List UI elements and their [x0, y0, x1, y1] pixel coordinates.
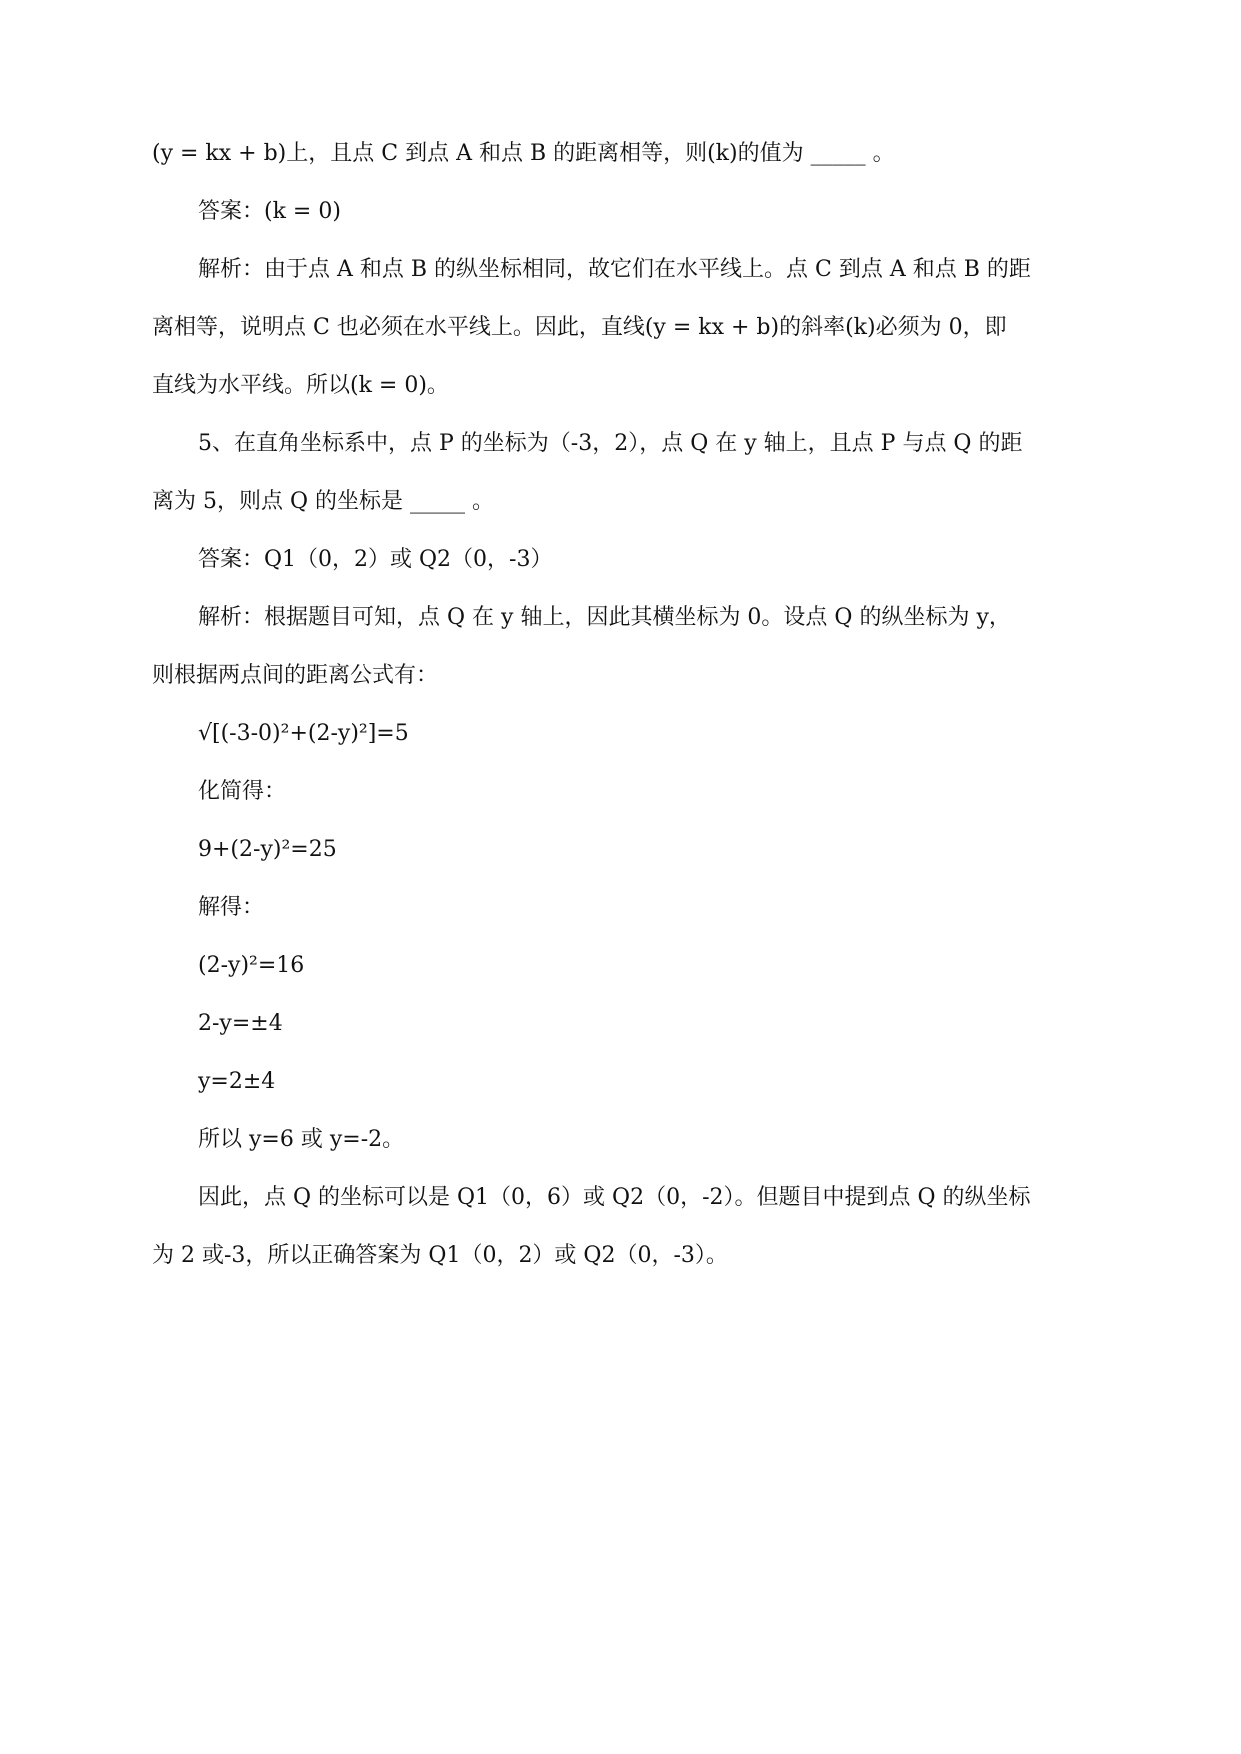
solution-values: 所以 y=6 或 y=-2。	[198, 1127, 405, 1152]
answer-5: 答案：Q1（0，2）或 Q2（0，-3）	[198, 547, 553, 572]
analysis-4-line-2: 离相等，说明点 C 也必须在水平线上。因此，直线(y = kx + b)的斜率(k)必须为 0，即	[152, 315, 1007, 340]
answer-4: 答案：(k = 0)	[198, 199, 341, 224]
question-4-text: (y = kx + b)上，且点 C 到点 A 和点 B 的距离相等，则(k)的值为 _____ 。	[152, 141, 895, 166]
step-simplify-label: 化简得：	[198, 779, 287, 804]
conclusion-line-1: 因此，点 Q 的坐标可以是 Q1（0，6）或 Q2（0，-2）。但题目中提到点 Q 的纵坐标	[198, 1185, 1031, 1210]
formula-step-1: (2-y)²=16	[198, 953, 305, 978]
formula-step-3: y=2±4	[198, 1069, 276, 1094]
analysis-4-line-3: 直线为水平线。所以(k = 0)。	[152, 373, 449, 398]
formula-distance: √[(-3-0)²+(2-y)²]=5	[198, 721, 409, 746]
question-5-line-1: 5、在直角坐标系中，点 P 的坐标为（-3，2），点 Q 在 y 轴上，且点 P 与点 Q 的距	[198, 431, 1023, 456]
conclusion-line-2: 为 2 或-3，所以正确答案为 Q1（0，2）或 Q2（0，-3）。	[152, 1243, 728, 1268]
analysis-5-line-1: 解析：根据题目可知，点 Q 在 y 轴上，因此其横坐标为 0。设点 Q 的纵坐标为 y，	[198, 605, 1011, 630]
question-5-line-2: 离为 5，则点 Q 的坐标是 _____ 。	[152, 489, 494, 514]
formula-simplified: 9+(2-y)²=25	[198, 837, 337, 862]
analysis-5-line-2: 则根据两点间的距离公式有：	[152, 663, 439, 688]
formula-step-2: 2-y=±4	[198, 1011, 283, 1036]
step-solve-label: 解得：	[198, 895, 265, 920]
analysis-4-line-1: 解析：由于点 A 和点 B 的纵坐标相同，故它们在水平线上。点 C 到点 A 和点 B 的距	[198, 257, 1031, 282]
